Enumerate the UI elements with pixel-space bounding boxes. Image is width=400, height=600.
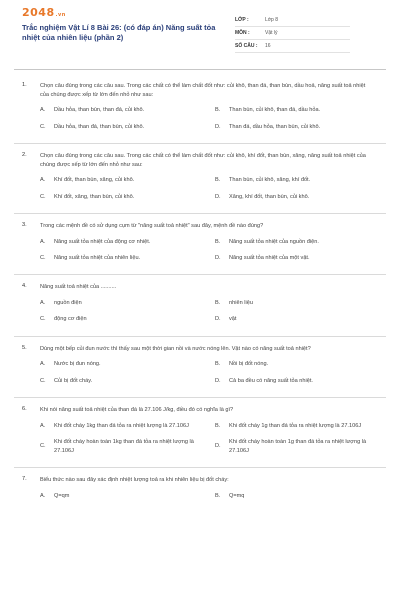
option-a[interactable] <box>40 422 215 430</box>
question-stem: Dùng một bếp củi đun nước thì thấy sau một thời gian nồi và nước nóng lên. Vật nào có năng suất toả nhiệt? <box>40 345 311 352</box>
option-text: Nồi bị đốt nóng. <box>229 361 269 368</box>
meta-value: Vật lý <box>265 30 278 36</box>
option-letter: C. <box>40 377 46 384</box>
option-letter: C. <box>40 316 46 323</box>
question-3 <box>0 222 400 270</box>
option-a[interactable] <box>40 176 215 184</box>
options <box>40 176 372 209</box>
option-letter: B. <box>215 238 221 245</box>
option-d[interactable] <box>215 123 390 131</box>
option-c[interactable] <box>40 377 215 385</box>
option-text: Q=qm <box>54 492 70 499</box>
option-b[interactable] <box>215 299 390 307</box>
option-text: Khi đốt cháy 1g than đá tỏa ra nhiệt lượng là 27.106J <box>229 422 362 429</box>
option-letter: C. <box>40 255 46 261</box>
question-divider <box>14 336 386 337</box>
question-divider <box>14 274 386 275</box>
option-letter: D. <box>215 255 221 261</box>
question-list <box>0 82 400 508</box>
option-letter: C. <box>40 193 46 200</box>
question-2 <box>0 152 400 209</box>
option-d[interactable] <box>215 315 390 323</box>
option-c[interactable] <box>40 315 215 323</box>
meta-key: MÔN : <box>235 30 250 36</box>
logo-suffix: .vn <box>55 12 66 18</box>
question-5 <box>0 345 400 393</box>
option-letter: D. <box>215 316 221 323</box>
option-text: Dầu hỏa, than bùn, than đá, củi khô. <box>54 107 145 114</box>
option-b[interactable] <box>215 492 390 500</box>
option-text: Năng suất tỏa nhiệt của nhiên liệu. <box>54 255 141 261</box>
option-text: Năng suất tỏa nhiệt của động cơ nhiệt. <box>54 238 151 245</box>
option-text: Q=mq <box>229 492 245 499</box>
header-divider <box>14 69 386 70</box>
option-text: Than bùn, củi khô, than đá, dầu hỏa. <box>229 107 321 114</box>
option-a[interactable] <box>40 360 215 368</box>
question-number: 3. <box>22 222 27 228</box>
question-divider <box>14 467 386 468</box>
meta-value: Lớp 8 <box>265 17 279 23</box>
question-stem: Khi nói năng suất toả nhiệt của than đá là 27.106 J/kg, điều đó có nghĩa là gì? <box>40 407 234 414</box>
question-divider <box>14 213 386 214</box>
options <box>40 106 372 139</box>
option-letter: A. <box>40 492 46 499</box>
option-letter: B. <box>215 422 221 429</box>
option-text: động cơ điện <box>54 316 87 323</box>
option-text: Khi đốt cháy hoàn toàn 1kg than đá tỏa ra nhiệt lượng là 27.106J <box>54 439 194 454</box>
options <box>40 299 372 332</box>
option-letter: A. <box>40 177 46 184</box>
question-stem: Trong các mệnh đề có sử dụng cụm từ "năng suất toả nhiệt" sau đây, mệnh đề nào đúng? <box>40 223 264 229</box>
question-number: 4. <box>22 283 27 290</box>
option-text: Than đá, dầu hỏa, than bùn, củi khô. <box>229 123 321 130</box>
option-b[interactable] <box>215 238 390 246</box>
meta-info <box>235 14 350 53</box>
option-letter: D. <box>215 193 221 200</box>
option-b[interactable] <box>215 360 390 368</box>
question-4 <box>0 283 400 331</box>
question-number: 2. <box>22 152 27 158</box>
meta-row-subject <box>235 27 350 40</box>
option-text: Năng suất tỏa nhiệt của nguồn điện. <box>229 238 319 245</box>
option-text: Than bùn, củi khô, xăng, khí đốt. <box>229 177 311 184</box>
meta-value: 16 <box>265 43 271 49</box>
option-a[interactable] <box>40 299 215 307</box>
meta-key: LỚP : <box>235 17 249 23</box>
question-stem: Biểu thức nào sau đây xác định nhiệt lượng toả ra khi nhiên liệu bị đốt cháy: <box>40 477 229 484</box>
option-text: Năng suất tỏa nhiệt của một vật. <box>229 255 310 261</box>
logo-text: 2048 <box>22 6 55 19</box>
option-letter: D. <box>215 123 221 130</box>
option-d[interactable] <box>215 438 390 455</box>
header <box>0 0 400 70</box>
option-letter: A. <box>40 422 46 429</box>
option-text: Nước bị đun nóng. <box>54 361 101 368</box>
option-text: vật <box>229 316 237 323</box>
option-letter: A. <box>40 361 46 368</box>
question-divider <box>14 397 386 398</box>
option-text: Dầu hỏa, than đá, than bùn, củi khô. <box>54 123 145 130</box>
question-number: 1. <box>22 82 27 88</box>
option-c[interactable] <box>40 123 215 131</box>
option-letter: C. <box>40 443 46 450</box>
option-letter: C. <box>40 123 46 130</box>
option-c[interactable] <box>40 254 215 262</box>
option-text: nhiên liệu <box>229 300 253 306</box>
option-c[interactable] <box>40 193 215 201</box>
options <box>40 422 372 463</box>
question-divider <box>14 143 386 144</box>
options <box>40 492 372 508</box>
question-number: 5. <box>22 344 27 351</box>
option-c[interactable] <box>40 438 215 455</box>
option-letter: A. <box>40 238 46 245</box>
meta-key: SỐ CÂU : <box>235 43 258 49</box>
option-letter: B. <box>215 300 221 306</box>
meta-row-class <box>235 14 350 27</box>
option-text: Khí đốt, than bùn, xăng, củi khô. <box>54 177 135 184</box>
option-text: nguồn điện <box>54 300 82 306</box>
option-b[interactable] <box>215 106 390 114</box>
page-title: Trắc nghiệm Vật Lí 8 Bài 26: (có đáp án) Năng suất tỏa nhiệt của nhiên liệu (phần 2) <box>22 23 216 42</box>
option-letter: D. <box>215 443 221 450</box>
option-d[interactable] <box>215 193 390 201</box>
option-text: Khí đốt, xăng, than bùn, củi khô. <box>54 193 135 200</box>
option-text: Củi bị đốt cháy. <box>54 377 93 384</box>
options <box>40 238 372 271</box>
question-number: 7. <box>22 476 27 483</box>
option-b[interactable] <box>215 176 390 184</box>
option-text: Xăng, khí đốt, than bùn, củi khô. <box>229 193 310 200</box>
question-stem: Năng suất toả nhiệt của .......... <box>40 284 117 291</box>
question-7 <box>0 476 400 508</box>
option-letter: B. <box>215 107 221 114</box>
option-letter: B. <box>215 177 221 184</box>
option-letter: B. <box>215 492 221 499</box>
question-6 <box>0 406 400 463</box>
question-stem: Chọn câu đúng trong các câu sau. Trong các chất có thể làm chất đốt như: củi khô, khí đốt, than bùn, xăng, năng suất toả nhiệt của chúng được xếp từ lớn đến nhỏ như sau: <box>40 153 366 168</box>
option-d[interactable] <box>215 377 390 385</box>
question-stem: Chọn câu đúng trong các câu sau. Trong các chất có thể làm chất đốt như: củi khô, than đá, than bùn, dầu hoả, năng suất toả nhiệt của chúng được xếp từ lớn đến nhỏ như sau: <box>40 83 366 98</box>
question-number: 6. <box>22 406 27 413</box>
option-a[interactable] <box>40 238 215 246</box>
option-letter: A. <box>40 107 46 114</box>
option-a[interactable] <box>40 492 215 500</box>
question-1 <box>0 82 400 139</box>
options <box>40 360 372 393</box>
option-text: Khi đốt cháy hoàn toàn 1g than đá tỏa ra nhiệt lượng là 27.106J <box>229 439 367 454</box>
option-letter: B. <box>215 361 221 368</box>
option-letter: A. <box>40 300 46 306</box>
option-text: Khi đốt cháy 1kg than đá tỏa ra nhiệt lượng là 27.106J <box>54 422 189 429</box>
option-letter: D. <box>215 377 221 384</box>
meta-row-count <box>235 40 350 53</box>
option-a[interactable] <box>40 106 215 114</box>
option-text: Cả ba đều có năng suất tỏa nhiệt. <box>229 377 313 384</box>
option-b[interactable] <box>215 422 390 430</box>
option-d[interactable] <box>215 254 390 262</box>
